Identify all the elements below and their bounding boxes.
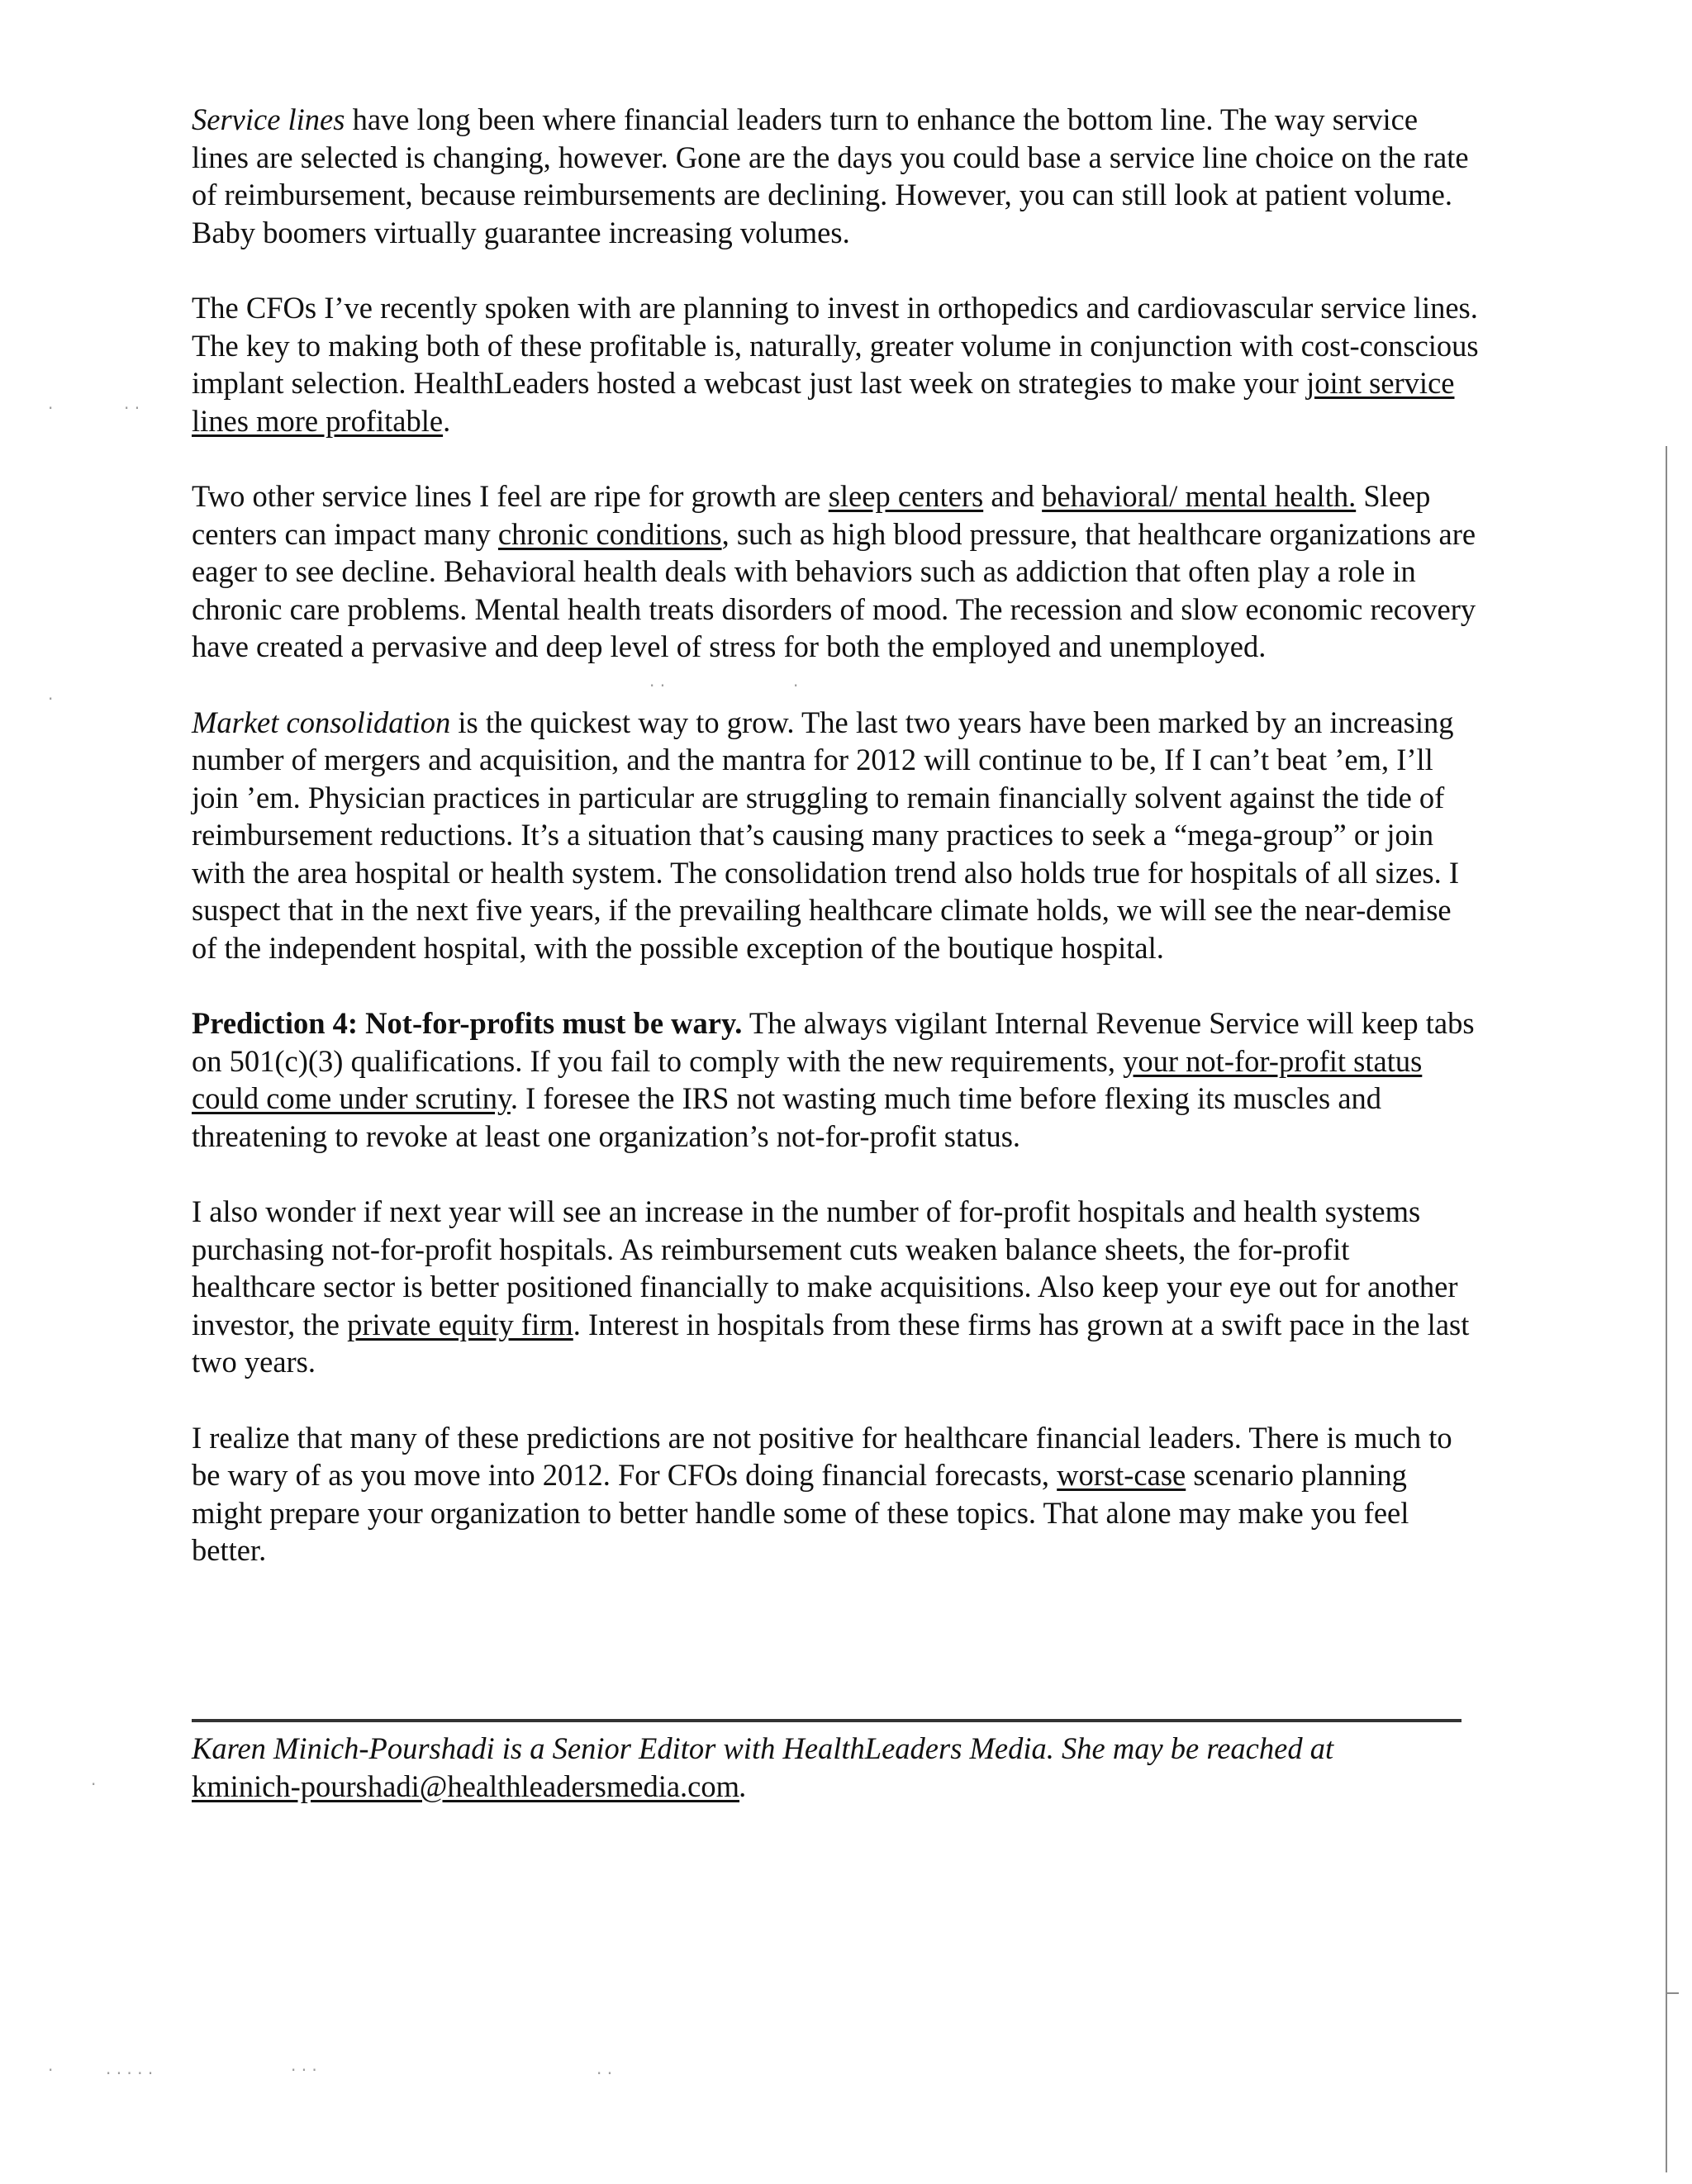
- market-consolidation-term: Market consolidation: [192, 705, 451, 739]
- paragraph-growth-service-lines: [192, 477, 1480, 666]
- behavioral-mental-health-link[interactable]: behavioral/ mental health.: [1042, 479, 1357, 513]
- paragraph-text: is the quickest way to grow. The last two years have been marked by an increasing number of mergers and acquisition, and the mantra for 2012 will continue to be, If I can’t beat ’em, I’ll join ’em. Physician practices in particular are struggling to remain financially solvent against the tide of reimbursement reductions. It’s a situation that’s causing many practices to seek a “mega-group” or join with the area hospital or health system. The consolidation trend also holds true for hospitals of all sizes. I suspect that in the next five years, if the prevailing healthcare climate holds, we will see the near-demise of the independent hospital, with the possible exception of the boutique hospital.: [192, 705, 1460, 965]
- paragraph-closing: [192, 1419, 1480, 1569]
- divider-rule: [192, 1719, 1461, 1722]
- paragraph-text: I also wonder if next year will see an increase in the number of for-profit hospitals and health systems purchasing not-for-profit hospitals. As reimbursement cuts weaken balance sheets, the for-profit healthcare sector is better positioned financially to make acquisitions. Also keep your eye out for another investor, the: [192, 1194, 1458, 1341]
- chronic-conditions-link[interactable]: chronic conditions: [497, 516, 722, 551]
- paragraph-text: The always vigilant Internal Revenue Service will keep tabs on 501(c)(3) qualifications. If you fail to comply with the new requirements,: [192, 1006, 1475, 1078]
- paragraph-text: The CFOs I’ve recently spoken with are planning to invest in orthopedics and cardiovascular service lines. The key to making both of these profitable is, naturally, greater volume in conjunction with cost-conscious implant selection. HealthLeaders hosted a webcast just last week on strategies to make your: [192, 291, 1479, 400]
- author-email-link[interactable]: kminich-pourshadi@healthleadersmedia.com: [192, 1769, 740, 1803]
- joint-service-lines-link[interactable]: joint service lines more profitable: [192, 366, 1455, 438]
- article-body: [192, 101, 1480, 1607]
- author-bio-text: Karen Minich-Pourshadi is a Senior Editor with HealthLeaders Media. She may be reached at: [192, 1731, 1334, 1765]
- scan-speck: ·: [48, 689, 54, 709]
- paragraph-text: I realize that many of these predictions are not positive for healthcare financial leaders. There is much to be wary of as you move into 2012. For CFOs doing financial forecasts,: [192, 1420, 1452, 1492]
- paragraph-text: have long been where financial leaders turn to enhance the bottom line. The way service lines are selected is changing, however. Gone are the days you could base a service line choice on the rate of reimbursement, because reimbursements are declining. However, you can still look at patient volume. Baby boomers virtually guarantee increasing volumes.: [192, 102, 1469, 249]
- paragraph-text: and: [983, 479, 1043, 513]
- prediction-4-heading: Prediction 4: Not-for-profits must be wary.: [192, 1006, 743, 1040]
- scan-speck: ·: [48, 398, 54, 418]
- service-lines-term: Service lines: [192, 102, 345, 136]
- paragraph-text: , such as high blood pressure, that healthcare organizations are eager to see decline. Behavioral health deals with behaviors such as addiction that often play a role in chronic care problems. Mental health treats disorders of mood. The recession and slow economic recovery have created a pervasive and deep level of stress for both the employed and unemployed.: [192, 516, 1476, 663]
- paragraph-text: Two other service lines I feel are ripe for growth are: [192, 479, 829, 513]
- paragraph-text: . Interest in hospitals from these firms has grown at a swift pace in the last two years.: [192, 1307, 1470, 1379]
- paragraph-market-consolidation: [192, 704, 1480, 967]
- scan-speck: · ·: [596, 2063, 613, 2083]
- scan-speck: · ·: [649, 676, 666, 696]
- scan-edge-line: [1666, 446, 1667, 2172]
- paragraph-text: .: [443, 403, 451, 438]
- scan-speck: · ·: [124, 398, 140, 418]
- scan-speck: · · ·: [291, 2060, 317, 2080]
- scan-speck: ·: [91, 1774, 97, 1794]
- scan-speck: · · · · ·: [106, 2063, 154, 2083]
- paragraph-text: Sleep centers can impact many: [192, 479, 1431, 551]
- paragraph-service-lines: [192, 101, 1480, 251]
- sleep-centers-link[interactable]: sleep centers: [828, 479, 984, 513]
- paragraph-text: . I foresee the IRS not wasting much time before flexing its muscles and threatening to revoke at least one organization’s not-for-profit status.: [192, 1081, 1382, 1153]
- worst-case-link[interactable]: worst-case: [1057, 1458, 1186, 1492]
- not-for-profit-status-link[interactable]: your not-for-profit status could come under scrutiny: [192, 1043, 1423, 1115]
- private-equity-firm-link[interactable]: private equity firm: [347, 1307, 573, 1341]
- scan-speck: ·: [48, 2060, 54, 2080]
- paragraph-cfos: [192, 289, 1480, 439]
- scan-edge-tick: [1667, 1992, 1679, 1994]
- scan-speck: ·: [793, 676, 799, 696]
- paragraph-text: scenario planning might prepare your organization to better handle some of these topics. That alone may make you feel better.: [192, 1458, 1409, 1567]
- author-bio-end: .: [739, 1769, 748, 1803]
- paragraph-prediction-4: [192, 1004, 1480, 1155]
- author-bio: [192, 1730, 1480, 1806]
- paragraph-for-profit-hospitals: [192, 1193, 1480, 1381]
